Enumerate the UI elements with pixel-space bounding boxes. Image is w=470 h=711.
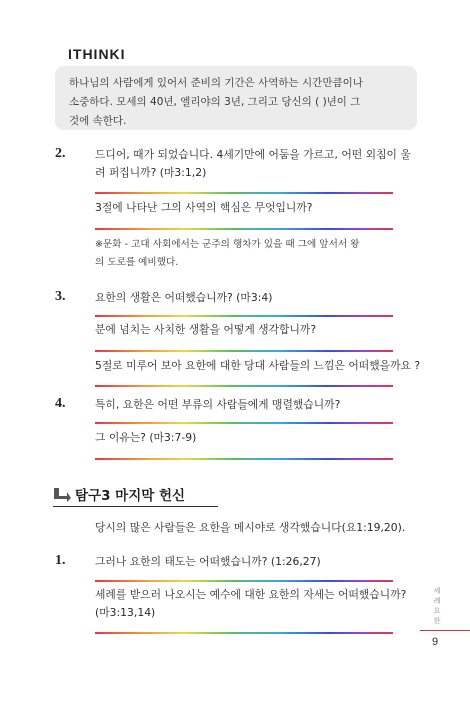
note-line-1: ※문화 - 고대 사회에서는 군주의 행차가 있을 때 그에 앞서서 왕: [95, 239, 360, 250]
question-line-2: 려 퍼집니까? (마3:1,2): [95, 166, 207, 179]
answer-line[interactable]: [95, 385, 393, 387]
note-line-2: 의 도로를 예비했다.: [95, 257, 179, 268]
question-number: 1.: [55, 553, 66, 568]
question-text: [95, 146, 411, 182]
question-text: 요한의 생활은 어떠했습니까? (마3:4): [95, 291, 273, 304]
sub-question: [95, 586, 406, 622]
answer-line[interactable]: [95, 315, 393, 317]
section-intro: 당시의 많은 사람들은 요한을 메시야로 생각했습니다(요1:19,20).: [95, 521, 406, 534]
question-number: 3.: [55, 289, 66, 304]
answer-line[interactable]: [95, 458, 393, 460]
answer-line[interactable]: [95, 350, 393, 352]
sub-question-line-1: 세례를 받으러 나오시는 예수에 대한 요한의 자세는 어떠했습니까?: [95, 588, 407, 601]
answer-line[interactable]: [95, 228, 393, 230]
sub-question-line-2: (마3:13,14): [95, 606, 156, 619]
sub-question: 그 이유는? (마3:7-9): [95, 431, 197, 444]
sub-question: 3절에 나타난 그의 사역의 핵심은 무엇입니까?: [95, 201, 313, 214]
question-number: 2.: [55, 146, 66, 161]
think-line-2: 소중하다. 모세의 40년, 엘리야의 3년, 그리고 당신의 ( )년이 그: [69, 96, 361, 108]
answer-line[interactable]: [95, 580, 393, 582]
question-number: 4.: [55, 396, 66, 411]
sub-question: 분에 넘치는 사치한 생활을 어떻게 생각합니까?: [95, 323, 317, 336]
section-title: 탐구3 마지막 헌신: [75, 488, 186, 504]
side-rule: [420, 630, 470, 631]
question-text: 그러나 요한의 태도는 어떠했습니까? (1:26,27): [95, 555, 321, 568]
culture-note: [95, 236, 359, 272]
question-line-1: 드디어, 때가 되었습니다. 4세기만에 어둠을 가르고, 어떤 외침이 울: [95, 148, 411, 161]
chapter-side-tab: 세 례 요 한: [433, 587, 441, 625]
section-underline: [53, 506, 218, 507]
sub-question: 5절로 미루어 보아 요한에 대한 당대 사람들의 느낌은 어떠했을까요 ?: [95, 359, 421, 372]
answer-line[interactable]: [95, 422, 393, 424]
think-line-1: 하나님의 사람에게 있어서 준비의 기간은 사역하는 시간만큼이나: [69, 77, 363, 89]
question-text: 특히, 요한은 어떤 부류의 사람들에게 맹렬했습니까?: [95, 398, 341, 411]
arrow-icon: [53, 486, 71, 502]
section-heading: [53, 482, 393, 508]
think-line-3: 것에 속한다.: [69, 115, 127, 127]
page-number: 9: [432, 636, 439, 648]
think-label: ITHINKI: [68, 46, 126, 62]
think-box: [55, 66, 417, 130]
answer-line[interactable]: [95, 192, 393, 194]
answer-line[interactable]: [95, 632, 393, 634]
